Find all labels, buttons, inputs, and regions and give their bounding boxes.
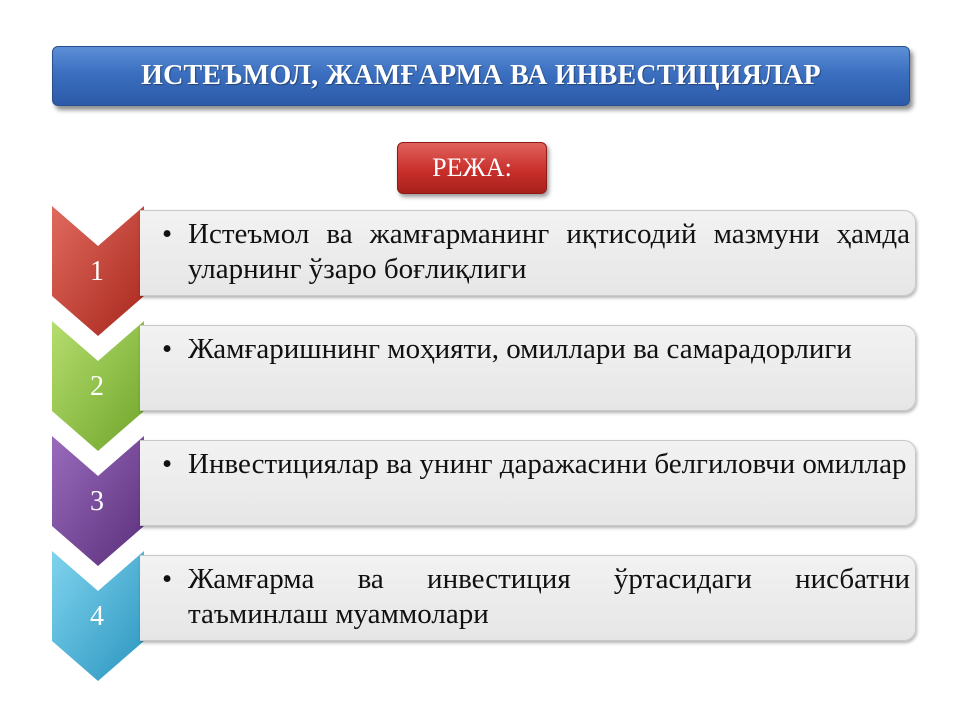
item-box-1 <box>140 210 916 296</box>
item-label-1: Истеъмол ва жамғарманинг иқтисодий мазмуни ҳамда уларнинг ўзаро боғлиқлиги <box>188 218 910 285</box>
item-number-2: 2 <box>90 371 104 402</box>
item-text-1 <box>162 217 910 287</box>
item-number-1: 1 <box>90 256 104 287</box>
item-label-2: Жамғаришнинг моҳияти, омиллари ва самарадорлиги <box>188 333 852 365</box>
bullet-icon: • <box>162 333 173 365</box>
item-number-3: 3 <box>90 486 104 517</box>
title-banner <box>52 46 910 106</box>
bullet-icon: • <box>162 218 173 250</box>
item-box-4 <box>140 555 916 641</box>
item-text-3 <box>162 447 910 482</box>
plan-label: РЕЖА: <box>432 153 512 182</box>
bullet-icon: • <box>162 563 173 595</box>
item-box-3 <box>140 440 916 526</box>
item-text-2 <box>162 332 910 367</box>
item-label-3: Инвестициялар ва унинг даражасини белгиловчи омиллар <box>188 448 907 480</box>
item-number-4: 4 <box>90 601 104 632</box>
page-title: ИСТЕЪМОЛ, ЖАМҒАРМА ВА ИНВЕСТИЦИЯЛАР <box>141 60 821 91</box>
item-box-2 <box>140 325 916 411</box>
item-text-4 <box>162 562 910 632</box>
item-label-4: Жамғарма ва инвестиция ўртасидаги нисбатни таъминлаш муаммолари <box>188 563 910 630</box>
plan-badge <box>397 142 547 194</box>
bullet-icon: • <box>162 448 173 480</box>
